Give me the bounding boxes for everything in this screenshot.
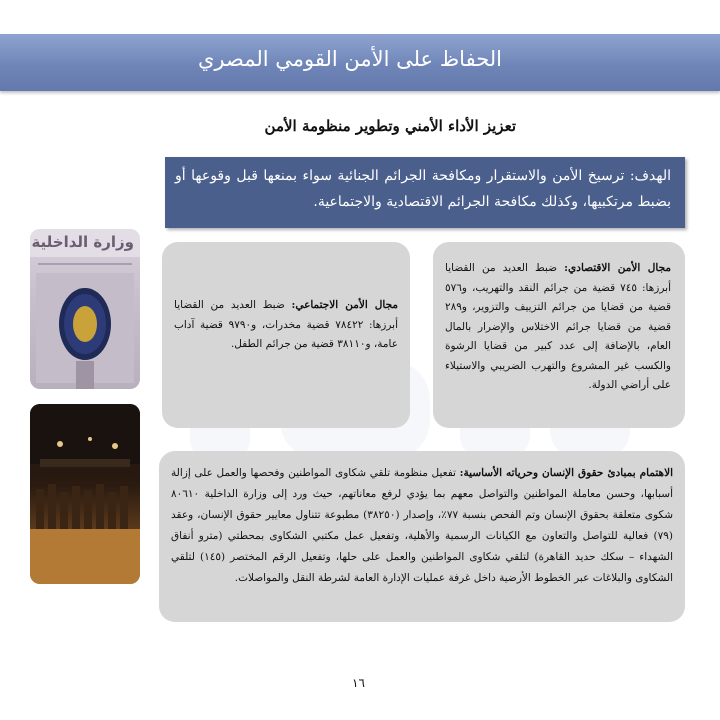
social-security-card — [162, 242, 410, 428]
social-security-text — [174, 296, 398, 355]
section-subtitle: تعزيز الأداء الأمني وتطوير منظومة الأمن — [264, 117, 516, 135]
page-header-banner — [0, 34, 720, 91]
human-rights-card — [159, 451, 685, 622]
economic-security-body: ضبط العديد من القضايا أبرزها: ٧٤٥ قضية من جرائم النقد والتهريب، و٥٧٦ قضية من قضايا من جرائم التزييف والتزوير، و٢٨٩ قضية من قضايا جرائم الاختلاس والإضرار بالمال العام، بالإضافة إلى عدد كبير من قضايا الرشوة والكسب غير المشروع والتهرب الضريبي والاستيلاء على أراضي الدولة. — [445, 262, 671, 391]
page-number: ١٦ — [352, 676, 365, 690]
social-security-heading: مجال الأمن الاجتماعي: — [291, 299, 398, 311]
human-rights-heading: الاهتمام بمبادئ حقوق الإنسان وحرياته الأساسية: — [459, 467, 673, 479]
human-rights-text — [171, 463, 673, 589]
goal-box — [165, 157, 685, 228]
social-security-body: ضبط العديد من القضايا أبرزها: ٧٨٤٢٢ قضية مخدرات، و٩٧٩٠ قضية آداب عامة، و٣٨١١٠ قضية من جرائم الطفل. — [174, 299, 398, 350]
goal-text: الهدف: ترسيخ الأمن والاستقرار ومكافحة الجرائم الجنائية سواء بمنعها قبل وقوعها أو بضبط مرتكبيها، وكذلك مكافحة الجرائم الاقتصادية والاجتماعية. — [175, 168, 671, 210]
economic-security-text — [445, 259, 671, 396]
human-rights-body: تفعيل منظومة تلقي شكاوى المواطنين وفحصها والعمل على إزالة أسبابها، وحسن معاملة المواطنين والتواصل معهم بما يؤدي لرفع معاناتهم، حيث ورد إلى وزارة الداخلية ٨٠٦١٠ شكوى متعلقة بحقوق الإنسان وتم الفحص بنسبة ٧٧٪، وإصدار (٣٨٢٥٠) مطبوعة تتناول معايير حقوق الإنسان، وعقد (٧٩) فعالية للتواصل والتعاون مع الكيانات الرسمية والأهلية، وتفعيل عمل مكتبي الشكاوى بمحطتي (مترو أنفاق الشهداء – سكك حديد القاهرة) لتلقي شكاوى المواطنين والعمل على حلها، وتفعيل الرقم المختصر (١٤٥) لتلقي الشكاوى والبلاغات عبر الخطوط الأرضية داخل غرفة عمليات الإدارة العامة لشرطة النقل والمواصلات. — [171, 467, 674, 584]
economic-security-card — [433, 242, 685, 428]
ministry-building-photo — [30, 229, 140, 389]
economic-security-heading: مجال الأمن الاقتصادي: — [564, 262, 671, 274]
page-title: الحفاظ على الأمن القومي المصري — [197, 47, 502, 71]
police-forces-photo — [30, 404, 140, 584]
ministry-sign-text: وزارة الداخلية — [31, 233, 134, 251]
